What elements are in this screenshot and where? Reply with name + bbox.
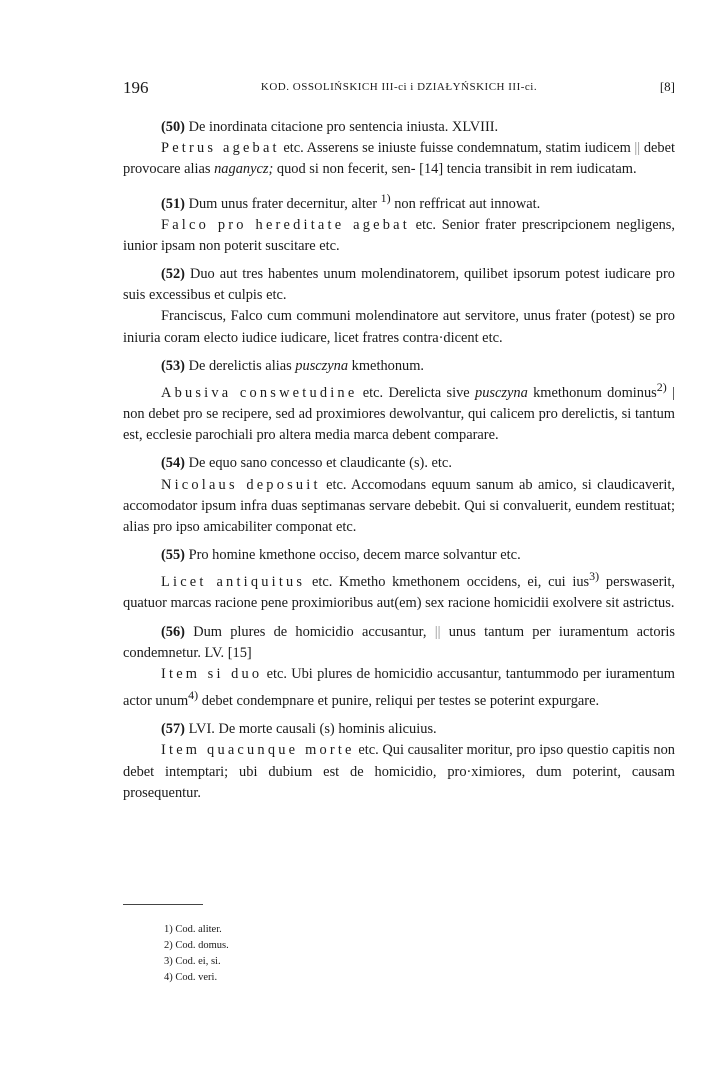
article-text-51: Falco pro hereditate agebat etc. Senior frater prescripcionem negligens, iunior ipsam non poterit suscitare etc. <box>123 216 675 254</box>
footnotes <box>164 922 229 986</box>
footnote-ref-4: 4) <box>188 688 199 703</box>
article-text-52: Franciscus, Falco cum communi molendinatore aut servitore, unus frater (potest) se pro iniuria coram electo iudice iudicare, licet fratres contra·dicent etc. <box>123 308 675 346</box>
margin-ref-14: [14] <box>419 161 444 178</box>
footnote-ref-1: 1) <box>380 190 391 205</box>
footnote-ref-2: 2) <box>656 380 667 395</box>
sheet-signature: [8] <box>659 79 675 94</box>
main-text <box>123 117 675 804</box>
article-heading-50: (50) De inordinata citacione pro sentencia iniusta. XLVIII. <box>161 119 499 135</box>
article-text-57: Item quacunque morte etc. Qui causaliter moritur, pro ipso questio capitis non debet intemptari; ubi dubium est de homicidio, pro·ximiores, dum poterint, causam prosequentur. <box>123 742 675 801</box>
article-heading-51: (51) Dum unus frater decernitur, alter $^{1)}$ non reffricat aut innowat. <box>161 190 541 212</box>
article-heading-52: (52) Duo aut tres habentes unum molendinatorem, quilibet ipsorum potest iudicare pro suis excessibus et culpis etc. <box>123 266 675 304</box>
footnote-1: 1) Cod. aliter. <box>164 924 222 935</box>
page-number: 196 <box>123 78 149 97</box>
running-title: KOD. OSSOLIŃSKICH III-ci i DZIAŁYŃSKICH III-ci. <box>260 81 538 93</box>
article-heading-53: (53) De derelictis alias pusczyna kmethonum. <box>161 357 425 374</box>
footnote-ref-3: 3) <box>589 569 600 584</box>
article-heading-56: (56) Dum plures de homicidio accusantur, || unus tantum per iuramentum actoris condemnetur. LV. [15] <box>123 623 675 661</box>
running-header <box>123 78 675 100</box>
article-text-54: Nicolaus deposuit etc. Accomodans equum sanum ab amico, si claudicaverit, accomodator ipsum infra duas septimanas servare debebit. Qui si convaluerit, eundem restituat; alias pro ipso amicabiliter componat etc. <box>123 476 675 536</box>
footnote-2: 2) Cod. domus. <box>164 940 229 951</box>
article-text-55: Licet antiquitus etc. Kmetho kmethonem occidens, ei, cui ius$^{3)}$ perswaserit, quatuor marcas racione pene proximioribus aut(em) sex racione homicidii exolvere sit astrictus. <box>123 569 676 612</box>
footnote-3: 3) Cod. ei, si. <box>164 956 221 967</box>
footnote-4: 4) Cod. veri. <box>164 972 218 983</box>
article-text-56: Item si duo etc. Ubi plures de homicidio accusantur, tantummodo per iuramentum actor unum$^{4)}$ debet condempnare et punire, reliqui per testes se poterint expurgare. <box>123 666 675 710</box>
margin-ref-15: [15] <box>227 644 252 661</box>
footnote-rule <box>123 904 203 905</box>
article-heading-57: (57) LVI. De morte causali (s) hominis alicuius. <box>161 721 437 738</box>
article-heading-55: (55) Pro homine kmethone occiso, decem marce solvantur etc. <box>161 547 521 564</box>
article-text-53: Abusiva conswetudine etc. Derelicta sive pusczyna kmethonum dominus$^{2)}$ | non debet pro se recipere, sed ad proximiores dewolvantur, qui calicem pro derelictis, si tantum est, ecclesie parochiali pro altera media marca debent comparare. <box>123 380 675 444</box>
article-text-50: Petrus agebat etc. Asserens se iniuste fuisse condemnatum, statim iudicem || debet provocare alias naganycz; quod si non fecerit, sen- [14] tencia transibit in rem iudicatam. <box>123 140 675 178</box>
article-heading-54: (54) De equo sano concesso et claudicante (s). etc. <box>161 455 452 472</box>
